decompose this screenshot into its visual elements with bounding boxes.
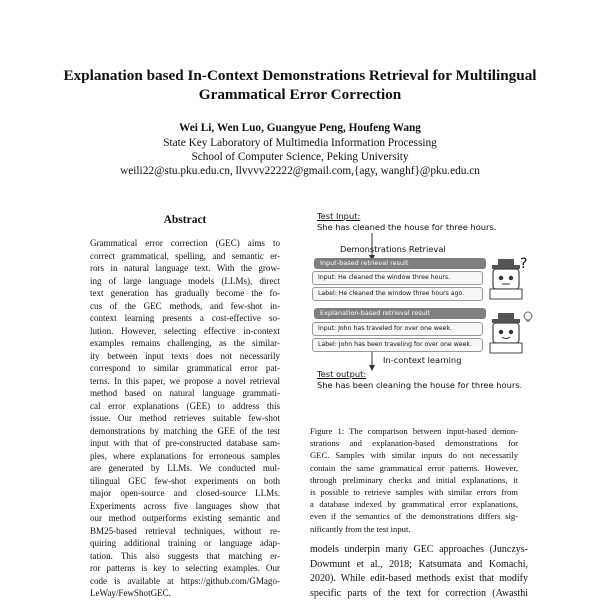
- abstract-line: quiring additional training or language adap-: [90, 537, 280, 550]
- figure-test-input-label: Test Input:: [317, 211, 360, 221]
- abstract-line: BM25-based retrieval techniques, without re-: [90, 525, 280, 538]
- abstract-line: major open-source and closed-source LLMs.: [90, 487, 280, 500]
- abstract-line: Grammatical error correction (GEC) aims to: [90, 237, 280, 250]
- abstract-line: ror patterns is key to selecting examples. Our: [90, 562, 280, 575]
- abstract-line: input with that of pre-constructed database sam-: [90, 437, 280, 450]
- abstract-line: ples, where explanations for erroneous samples: [90, 450, 280, 463]
- caption-line: even if the semantics of the demonstrations differs sig-: [310, 510, 518, 522]
- input-retrieval-label: Label: He cleaned the window three hours ago.: [312, 287, 483, 301]
- figure-icl-label: In-context learning: [383, 355, 461, 365]
- title-line: Explanation based In-Context Demonstrations Retrieval for Multilingual: [30, 66, 570, 85]
- abstract-line: rors in natural language text. With the grow-: [90, 262, 280, 275]
- figure-test-input-text: She has cleaned the house for three hours.: [317, 222, 496, 232]
- paper-title: [30, 66, 570, 104]
- abstract-line: correspond to similar grammatical error pat-: [90, 362, 280, 375]
- body-line: Dowmunt et al., 2018; Katsumata and Komachi,: [310, 558, 528, 573]
- abstract-line: correct grammatical, spelling, and semantic er-: [90, 250, 280, 263]
- title-line: Grammatical Error Correction: [30, 85, 570, 104]
- body-line: 2020). While edit-based methods exist that modify: [310, 572, 528, 587]
- abstract-body: [90, 237, 280, 600]
- body-text: [310, 543, 528, 601]
- abstract-line: method based on natural language grammati-: [90, 387, 280, 400]
- author-list: Wei Li, Wen Luo, Guangyue Peng, Houfeng Wang: [30, 121, 570, 135]
- abstract-line: issue. Our method retrieves suitable few-shot: [90, 412, 280, 425]
- abstract-line: lution. However, selecting effective in-context: [90, 325, 280, 338]
- abstract-line: ity between input texts does not necessarily: [90, 350, 280, 363]
- abstract-line: our method outperforms existing semantic and: [90, 512, 280, 525]
- abstract-line: tilingual GEC few-shot experiments on both: [90, 475, 280, 488]
- affiliation-lab: State Key Laboratory of Multimedia Information Processing: [30, 136, 570, 150]
- abstract-line: terns. In this paper, we propose a novel retrieval: [90, 375, 280, 388]
- abstract-line: cal error explanations (GEE) to address this: [90, 400, 280, 413]
- caption-line: through preliminary checks and initial explanations, it: [310, 474, 518, 486]
- input-retrieval-header: Input-based retrieval result: [314, 258, 486, 269]
- figure-caption: [310, 425, 518, 535]
- input-retrieval-input: Input: He cleaned the window three hours.: [312, 271, 483, 285]
- caption-line: GEC. Samples with similar inputs do not necessarily: [310, 449, 518, 461]
- caption-line: Figure 1: The comparison between input-based demon-: [310, 425, 518, 437]
- figure-test-output-label: Test output:: [317, 369, 366, 379]
- figure-retrieval-label: Demonstrations Retrieval: [340, 244, 446, 254]
- abstract-line: text generation has gradually become the fo-: [90, 287, 280, 300]
- caption-line: nificantly from the test input.: [310, 523, 518, 535]
- author-emails: weili22@stu.pku.edu.cn, llvvvv22222@gmail.com,{agy, wanghf}@pku.edu.cn: [30, 164, 570, 178]
- figure-test-output-text: She has been cleaning the house for three hours.: [317, 380, 522, 390]
- question-mark: ?: [520, 256, 527, 272]
- abstract-line: Experiments across five languages show that: [90, 500, 280, 513]
- explanation-retrieval-label: Label: John has been traveling for over one week.: [312, 338, 483, 352]
- abstract-line: demonstrations by matching the GEE of the test: [90, 425, 280, 438]
- affiliation-school: School of Computer Science, Peking University: [30, 150, 570, 164]
- caption-line: a database indexed by grammatical error explanations,: [310, 498, 518, 510]
- abstract-line: ing of large language models (LLMs), direct: [90, 275, 280, 288]
- body-line: specific parts of the text for correction (Awasthi: [310, 587, 528, 601]
- explanation-retrieval-header: Explanation-based retrieval result: [314, 308, 486, 319]
- abstract-line: are generated by LLMs. We conducted mul-: [90, 462, 280, 475]
- thinking-robot-icon: [484, 308, 534, 354]
- abstract-heading: Abstract: [90, 214, 280, 226]
- abstract-line: cus of the GEC methods, and few-shot in-: [90, 300, 280, 313]
- body-line: models underpin many GEC approaches (Junczys-: [310, 543, 528, 558]
- caption-line: strations and explanation-based demonstrations for: [310, 437, 518, 449]
- explanation-retrieval-input: Input: John has traveled for over one week.: [312, 322, 483, 336]
- abstract-line: examples remains challenging, as the similar-: [90, 337, 280, 350]
- abstract-line: context learning presents a cost-effective so-: [90, 312, 280, 325]
- abstract-line: tation. This also suggests that matching er-: [90, 550, 280, 563]
- abstract-line: LeWay/FewShotGEC.: [90, 587, 280, 600]
- abstract-line: code is available at https://github.com/GMago-: [90, 575, 280, 588]
- caption-line: is possible to retrieve samples with similar errors from: [310, 486, 518, 498]
- caption-line: contain the same grammatical error patterns. However,: [310, 462, 518, 474]
